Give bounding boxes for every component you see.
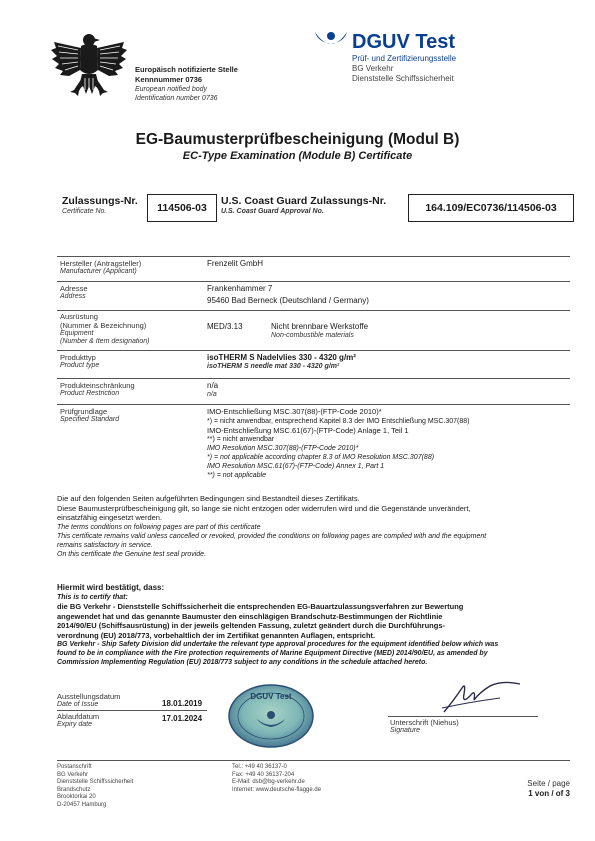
notified-number-en: Identification number 0736: [135, 95, 218, 102]
product-type-value-en: isoTHERM S needle mat 330 - 4320 g/m²: [207, 363, 340, 370]
product-type-value-de: isoTHERM S Nadelvlies 330 - 4320 g/m²: [207, 353, 356, 362]
address-label-en: Address: [60, 293, 86, 300]
title-en: EC-Type Examination (Module B) Certificate: [182, 150, 413, 162]
restriction-value-de: n/a: [207, 381, 219, 390]
dguv-logo-icon: [314, 30, 348, 50]
confirm-de-4: verordnung (EU) 2018/773, vorbehaltlich der im Zertifikat genannten Auflagen, entspricht.: [57, 630, 376, 640]
cert-no-box: 114506-03: [147, 194, 217, 222]
note-en-1: The terms conditions on following pages are part of this certificate: [57, 523, 261, 531]
standard-line-en-3: IMO Resolution MSC.61(67)-(FTP-Code) Annex 1, Part 1: [207, 463, 385, 470]
cert-no-label-en: Certificate No.: [62, 208, 107, 215]
footer-web: Internet: www.deutsche-flagge.de: [232, 786, 322, 793]
notified-body-en: European notified body: [135, 86, 207, 93]
equipment-label-en-1: Equipment: [60, 330, 94, 337]
expiry-label-de: Ablaufdatum: [57, 712, 100, 721]
signature-image: [440, 678, 530, 716]
standard-label-de: Prüfgrundlage: [60, 407, 108, 416]
equipment-label-en-2: (Number & Item designation): [60, 338, 150, 345]
issue-date: 18.01.2019: [162, 699, 203, 708]
signature-label-en: Signature: [390, 727, 420, 734]
uscg-label-en: U.S. Coast Guard Approval No.: [221, 208, 324, 215]
note-de-2: Diese Baumusterprüfbescheinigung gilt, so lange sie nicht entzogen oder widerrufen wird und die Gegenstände unverändert,: [57, 503, 471, 513]
notified-body-de: Europäisch notifizierte Stelle: [135, 65, 238, 74]
footer-left-3: Dienststelle Schiffssicherheit: [57, 779, 134, 785]
standard-line-de-1: IMO-Entschließung MSC.307(88)-(FTP-Code 2010)*: [207, 407, 382, 416]
confirm-en-1: BG Verkehr - Ship Safety Division did undertake the relevant type approval procedures for the equipment identified below which was: [57, 641, 499, 648]
notified-number-de: Kennnummer 0736: [135, 74, 203, 84]
confirm-en-2: found to be in compliance with the Fire protection requirements of Marine Equipment Directive (MED) 2014/90/EU, as amended by: [57, 650, 488, 657]
confirm-de-1: die BG Verkehr - Dienststelle Schiffssicherheit die entsprechenden EG-Bauartzulassungsverfahren zur Bewertung: [57, 602, 464, 611]
page-value: 1 von / of 3: [528, 789, 570, 798]
footer-phone: Tel.: +49 40 36137-0: [232, 764, 287, 770]
restriction-value-en: n/a: [207, 391, 217, 398]
note-de-3: einsatzfähig eingesetzt werden.: [57, 513, 163, 522]
brand-sub-1: Prüf- und Zertifizierungsstelle: [352, 54, 457, 63]
issue-label-de: Ausstellungsdatum: [57, 692, 121, 701]
manufacturer-value: Frenzelit GmbH: [207, 259, 264, 268]
cert-no-label-de: Zulassungs-Nr.: [62, 195, 138, 207]
footer-left-2: BG Verkehr: [57, 771, 89, 778]
address-line-1: Frankenhammer 7: [207, 284, 273, 293]
footer-left-1: Postanschrift: [57, 764, 92, 770]
standard-label-en: Specified Standard: [60, 416, 120, 423]
footer-left-6: D-20457 Hamburg: [57, 801, 107, 808]
note-de-1: Die auf den folgenden Seiten aufgeführten Bedingungen sind Bestandteil dieses Zertifikats.: [57, 494, 360, 503]
equipment-label-de-2: (Nummer & Bezeichnung): [60, 321, 147, 330]
uscg-no-box: 164.109/EC0736/114506-03: [408, 194, 574, 222]
confirm-en-3: Commission Implementing Regulation (EU) 2018/773 subject to any conditions in the schedule attached hereto.: [57, 659, 428, 666]
signature-label-de: Unterschrift (Niehus): [390, 718, 459, 727]
confirm-de-3: 2014/90/EU (Schiffsausrüstung) in der jeweils geltenden Fassung, zuletzt geändert durch die Durchführungs-: [57, 621, 445, 630]
confirm-head-de: Hiermit wird bestätigt, dass:: [57, 583, 165, 592]
equipment-name-de: Nicht brennbare Werkstoffe: [271, 322, 369, 331]
manufacturer-label-en: Manufacturer (Applicant): [60, 268, 137, 275]
confirm-head-en: This is to certify that:: [57, 594, 128, 601]
page-label: Seite / page: [527, 779, 570, 788]
uscg-label-de: U.S. Coast Guard Zulassungs-Nr.: [221, 195, 387, 207]
standard-line-en-2: *) = not applicable according chapter 8.3 of IMO Resolution MSC.307(88): [207, 454, 435, 461]
footer-fax: Fax: +49 40 36137-204: [232, 771, 295, 778]
restriction-label-en: Product Restriction: [60, 390, 120, 397]
manufacturer-label-de: Hersteller (Antragsteller): [60, 259, 142, 268]
brand-name: DGUV Test: [352, 31, 455, 53]
eagle-emblem: [48, 28, 130, 110]
product-type-label-de: Produkttyp: [60, 353, 96, 362]
equipment-label-de-1: Ausrüstung: [60, 312, 98, 321]
brand-sub-3: Dienststelle Schiffssicherheit: [352, 74, 454, 83]
note-en-3: remains satisfactory in service.: [57, 541, 153, 549]
standard-line-en-1: IMO Resolution MSC.307(88)-(FTP-Code 2010)*: [207, 445, 359, 452]
standard-line-de-2: *) = nicht anwendbar, entsprechend Kapitel 8.3 der IMO Entschließung MSC.307(88): [207, 417, 470, 425]
restriction-label-de: Produkteinschränkung: [60, 381, 135, 390]
footer-email: E-Mail: dsb@bg-verkehr.de: [232, 779, 305, 785]
test-seal: [227, 683, 315, 749]
seal-text: DGUV Test: [250, 692, 292, 701]
equipment-number: MED/3.13: [207, 322, 243, 331]
standard-line-de-3: IMO-Entschließung MSC.61(67)-(FTP-Code) Anlage 1, Teil 1: [207, 425, 409, 435]
note-en-2: This certificate remains valid unless cancelled or revoked, provided the conditions on following pages are complied with and the equipment: [57, 532, 487, 540]
expiry-date: 17.01.2024: [162, 714, 203, 723]
expiry-label-en: Expiry date: [57, 721, 93, 728]
address-line-2: 95460 Bad Berneck (Deutschland / Germany): [207, 296, 369, 305]
address-label-de: Adresse: [60, 284, 88, 293]
footer-left-4: Brandschutz: [57, 786, 91, 793]
issue-label-en: Date of Issue: [57, 701, 99, 708]
brand-sub-2: BG Verkehr: [352, 64, 394, 73]
note-en-4: On this certificate the Genuine test seal provide.: [57, 550, 207, 558]
dguv-logo: [314, 30, 348, 50]
standard-line-en-4: **) = not applicable: [207, 472, 266, 479]
equipment-name-en: Non-combustible materials: [271, 332, 354, 339]
standard-line-de-4: **) = nicht anwendbar: [207, 436, 275, 443]
product-type-label-en: Product type: [60, 362, 100, 369]
footer-left-5: Brooktorkai 20: [57, 794, 96, 800]
confirm-de-2: angewendet hat und das genannte Baumuster den einschlägigen Brandschutz-Bestimmungen der Richtlinie: [57, 611, 443, 621]
title-de: EG-Baumusterprüfbescheinigung (Modul B): [135, 131, 460, 148]
